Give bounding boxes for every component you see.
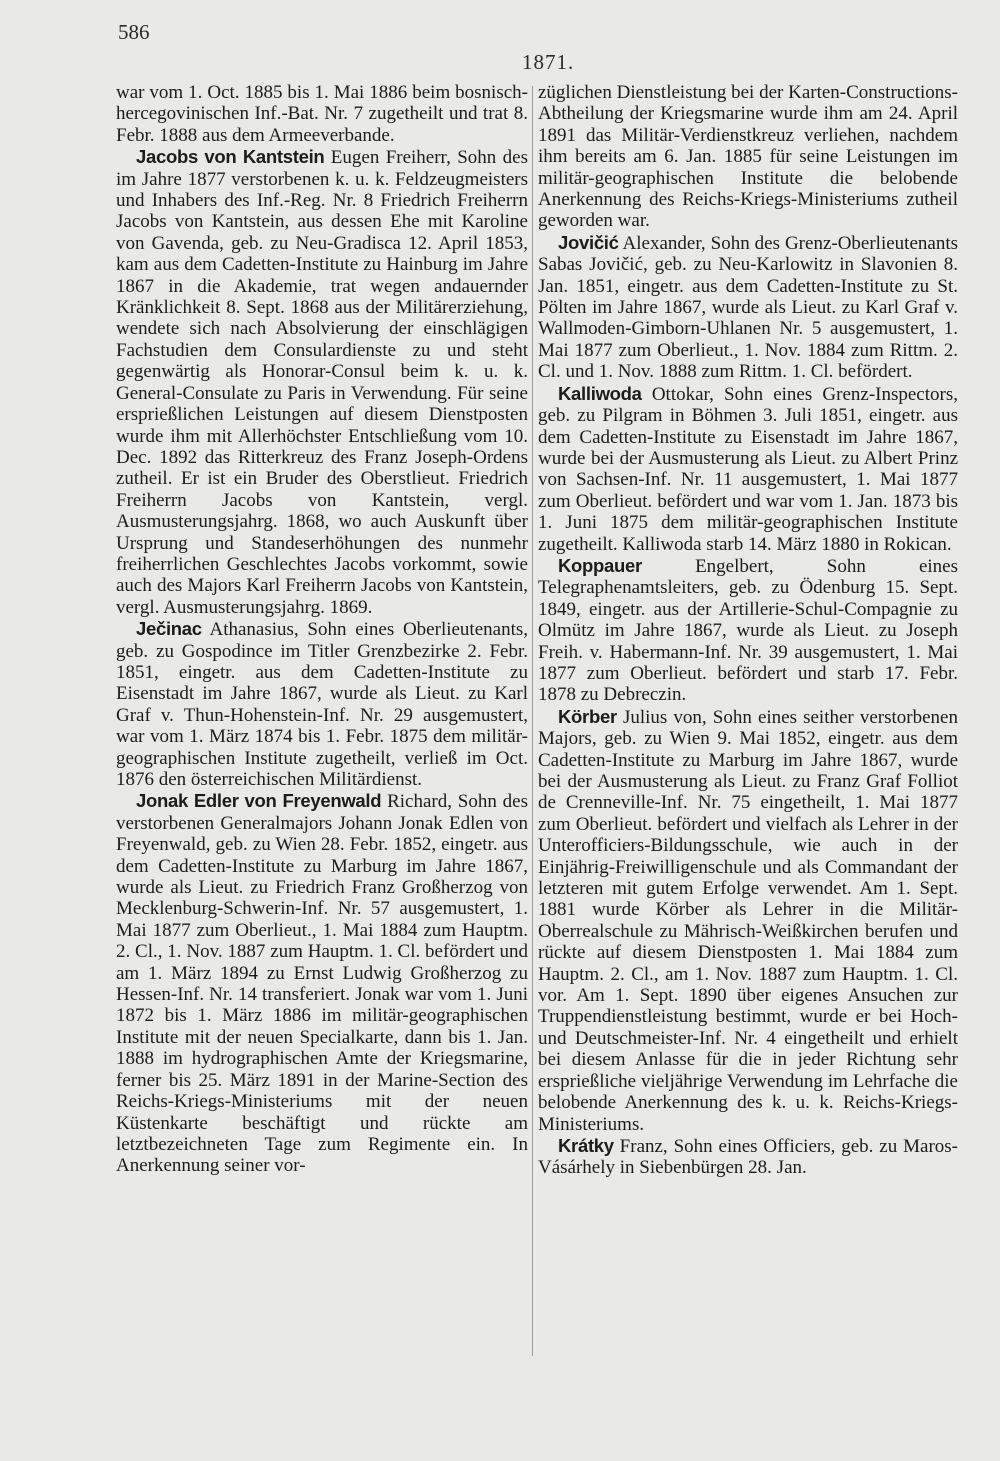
- entry-text: Richard, Sohn des verstorbenen Generalmajors Johann Jonak Edlen von Freyenwald, geb. zu Wien 28. Febr. 1852, eingetr. aus dem Cadetten-Institute zu Marburg im Jahre 1867, wurde als Lieut. zu Friedrich Franz Großherzog von Mecklenburg-Schwerin-Inf. Nr. 57 ausgemustert, 1. Mai 1877 zum Oberlieut., 1. Mai 1884 zum Hauptm. 2. Cl., 1. Nov. 1887 zum Hauptm. 1. Cl. befördert und am 1. März 1894 zu Ernst Ludwig Großherzog zu Hessen-Inf. Nr. 14 transferiert. Jonak war vom 1. Juni 1872 bis 1. März 1886 im militär-geographischen Institute mit der neuen Specialkarte, dann bis 1. Jan. 1888 im hydrographischen Amte der Kriegsmarine, ferner bis 25. März 1891 in der Marine-Section des Reichs-Kriegs-Ministeriums mit der neuen Küstenkarte beschäftigt und rückte am letztbezeichneten Tage zum Regimente ein. In Anerkennung seiner vor-: [116, 791, 528, 1177]
- entry-surname: Jonak Edler von Freyenwald: [136, 790, 382, 812]
- entry-text: war vom 1. Oct. 1885 bis 1. Mai 1886 beim bosnisch-hercegovinischen Inf.-Bat. Nr. 7 zugetheilt und trat 8. Febr. 1888 aus dem Armeeverbande.: [116, 82, 528, 146]
- entry-text: Engelbert, Sohn eines Telegraphenamtsleiters, geb. zu Ödenburg 15. Sept. 1849, eingetr. aus der Artillerie-Schul-Compagnie zu Olmütz im Jahre 1867, wurde als Lieut. zu Joseph Freih. v. Habermann-Inf. Nr. 39 ausgemustert, 1. Mai 1877 zum Oberlieut. befördert und starb 17. Febr. 1878 zu Debreczin.: [538, 555, 958, 706]
- entry-text: Ottokar, Sohn eines Grenz-Inspectors, geb. zu Pilgram in Böhmen 3. Juli 1851, eingetr. aus dem Cadetten-Institute zu Eisenstadt im Jahre 1867, wurde bei der Ausmusterung als Lieut. zu Albert Prinz von Sachsen-Inf. Nr. 11 ausgemustert, 1. Mai 1877 zum Oberlieut. befördert und war vom 1. Jan. 1873 bis 1. Juni 1875 dem militär-geographischen Institute zugetheilt. Kalliwoda starb 14. März 1880 in Rokican.: [538, 383, 958, 555]
- entry-surname: Körber: [558, 705, 617, 727]
- entry-koppauer: [538, 555, 958, 706]
- entry-jonak: [116, 790, 528, 1176]
- entry-text: züglichen Dienstleistung bei der Karten-Constructions-Abtheilung der Kriegsmarine wurde ihm am 24. April 1891 das Militär-Verdienstkreuz verliehen, nachdem ihm bereits am 6. Jan. 1885 für seine Leistungen im militär-geographischen Institute die belobende Anerkennung des Reichs-Kriegs-Ministeriums zutheil geworden war.: [538, 82, 959, 232]
- entry-koerber: [538, 706, 958, 1135]
- entry-continuation: [116, 82, 528, 146]
- entry-surname: Krátky: [558, 1134, 614, 1156]
- page-number: 586: [118, 20, 150, 44]
- entry-jovicic: [538, 232, 958, 383]
- entry-text: Eugen Freiherr, Sohn des im Jahre 1877 verstorbenen k. u. k. Feldzeugmeisters und Inhabers des Inf.-Reg. Nr. 8 Friedrich Freiherrn Jacobs von Kantstein, aus dessen Ehe mit Karoline von Gavenda, geb. zu Neu-Gradisca 12. April 1853, kam aus dem Cadetten-Institute zu Hainburg im Jahre 1867 in die Akademie, trat wegen andauernder Kränklichkeit 8. Sept. 1868 aus der Militärerziehung, wendete sich nach Absolvierung der einschlägigen Fachstudien dem Consulardienste zu und steht gegenwärtig als Honorar-Consul beim k. u. k. General-Consulate zu Paris in Verwendung. Für seine ersprießlichen Leistungen auf diesem Dienstposten wurde ihm mit Allerhöchster Entschließung vom 10. Dec. 1892 das Ritterkreuz des Franz Joseph-Ordens zutheil. Er ist ein Bruder des Oberstlieut. Friedrich Freiherrn Jacobs von Kantstein, vergl. Ausmusterungsjahrg. 1868, wo auch Auskunft über Ursprung und Standeserhöhungen des nunmehr freiherrlichen Geschlechtes Jacobs vorkommt, sowie auch des Majors Karl Freiherrn Jacobs von Kantstein, vergl. Ausmusterungsjahrg. 1869.: [116, 147, 528, 618]
- entry-jecinac: [116, 618, 528, 790]
- column-divider: [532, 86, 533, 1356]
- entry-surname: Ječinac: [136, 618, 202, 640]
- entry-continuation: [538, 82, 958, 232]
- entry-kratky: [538, 1135, 958, 1179]
- entry-text: Alexander, Sohn des Grenz-Oberlieutenants Sabas Jovičić, geb. zu Neu-Karlowitz in Slavonien 8. Jan. 1851, eingetr. aus dem Cadetten-Institute zu St. Pölten im Jahre 1867, wurde als Lieut. zu Karl Graf v. Wallmoden-Gimborn-Uhlanen Nr. 5 ausgemustert, 1. Mai 1877 zum Oberlieut., 1. Nov. 1884 zum Rittm. 2. Cl. und 1. Nov. 1888 zum Rittm. 1. Cl. befördert.: [538, 232, 958, 383]
- left-column: [116, 82, 528, 1177]
- entry-surname: Jacobs von Kantstein: [136, 146, 325, 168]
- entry-surname: Koppauer: [558, 554, 642, 576]
- running-head-year: 1871.: [522, 50, 575, 74]
- entry-surname: Jovičić: [558, 231, 619, 253]
- entry-text: Athanasius, Sohn eines Oberlieutenants, geb. zu Gospodince im Titler Grenzbezirke 2. Febr. 1851, eingetr. aus dem Cadetten-Institute zu Eisenstadt im Jahre 1867, wurde als Lieut. zu Karl Graf v. Thun-Hohenstein-Inf. Nr. 29 ausgemustert, war vom 1. März 1874 bis 1. Febr. 1875 dem militär-geographischen Institute zugetheilt, verließ im Oct. 1876 den österreichischen Militärdienst.: [116, 619, 528, 790]
- entry-kalliwoda: [538, 383, 958, 555]
- right-column: [538, 82, 958, 1179]
- entry-text: Franz, Sohn eines Officiers, geb. zu Maros-Vásárhely in Siebenbürgen 28. Jan.: [538, 1135, 958, 1179]
- entry-jacobs: [116, 146, 528, 618]
- entry-surname: Kalliwoda: [558, 382, 642, 404]
- entry-text: Julius von, Sohn eines seither verstorbenen Majors, geb. zu Wien 9. Mai 1852, eingetr. aus dem Cadetten-Institute zu Marburg im Jahre 1867, wurde bei der Ausmusterung als Lieut. zu Franz Graf Folliot de Crenneville-Inf. Nr. 75 eingetheilt, 1. Mai 1877 zum Oberlieut. befördert und vielfach als Lehrer in der Unterofficiers-Bildungsschule, wie auch in der Einjährig-Freiwilligenschule und als Commandant der letzteren mit gutem Erfolge verwendet. Am 1. Sept. 1881 wurde Körber als Lehrer in die Militär-Oberrealschule zu Mährisch-Weißkirchen berufen und rückte auf diesem Dienstposten 1. Mai 1884 zum Hauptm. 2. Cl., am 1. Nov. 1887 zum Hauptm. 1. Cl. vor. Am 1. Sept. 1890 über eigenes Ansuchen zur Truppendienstleistung bestimmt, wurde er bei Hoch- und Deutschmeister-Inf. Nr. 4 eingetheilt und erhielt bei diesem Anlasse für die in jeder Richtung sehr ersprießliche vieljährige Verwendung im Lehrfache die belobende Anerkennung des k. u. k. Reichs-Kriegs-Ministeriums.: [538, 706, 958, 1135]
